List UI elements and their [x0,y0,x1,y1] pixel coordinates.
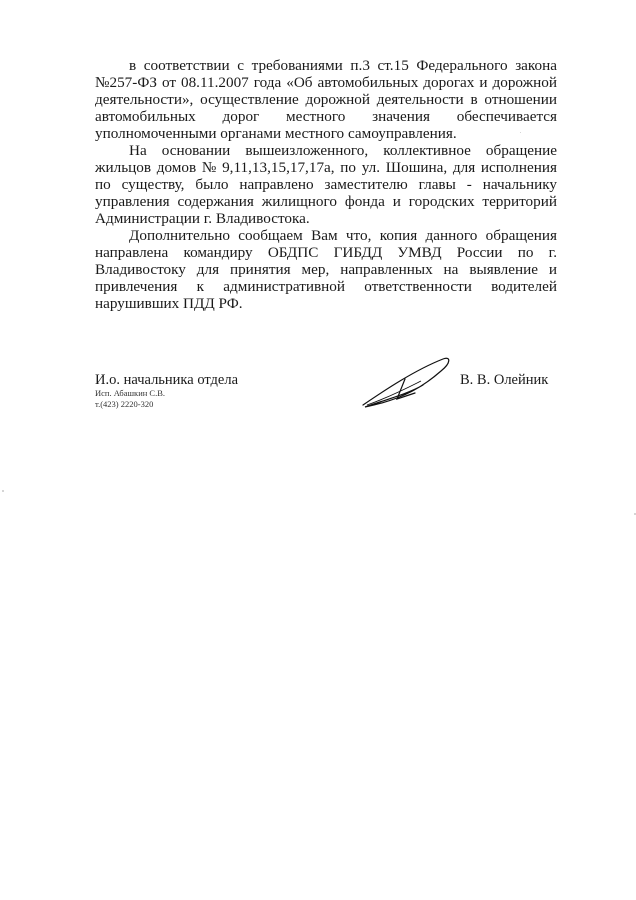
text-line: в соответствии с требованиями п.3 ст.15 Федерального закона [129,57,557,74]
scan-speck [520,132,521,133]
text-line: управления содержания жилищного фонда и городских территорий [95,193,557,210]
text-line: жильцов домов № 9,11,13,15,17,17а, по ул. Шошина, для исполнения [95,159,557,176]
text-line: №257-ФЗ от 08.11.2007 года «Об автомобильных дорогах и дорожной [95,74,557,91]
text-line: Владивостоку для принятия мер, направленных на выявление и [95,261,557,278]
text-line: уполномоченными органами местного самоуправления. [95,125,457,142]
signer-name: В. В. Олейник [460,372,549,388]
position-title: И.о. начальника отдела [95,372,239,388]
paragraph-legal-basis [95,57,557,142]
signature-block [95,372,238,410]
text-line: автомобильных дорог местного значения обеспечивается [95,108,557,125]
text-line: Дополнительно сообщаем Вам что, копия данного обращения [129,227,557,244]
executor-phone: т.(423) 2220-320 [95,399,154,409]
scan-speck [2,490,4,492]
text-line: привлечения к административной ответственности водителей [95,278,557,295]
text-line: деятельности», осуществление дорожной деятельности в отношении [95,91,557,108]
handwritten-signature [355,355,455,415]
executor-name: Исп. Абашкин С.В. [95,388,166,398]
text-line: по существу, было направлено заместителю главы - начальнику [95,176,557,193]
paragraph-referral [95,142,557,227]
text-line: направлена командиру ОБДПС ГИБДД УМВД России по г. [95,244,557,261]
text-line: Администрации г. Владивостока. [95,210,310,227]
text-line: нарушивших ПДД РФ. [95,295,243,312]
letter-body [95,57,557,312]
text-line: На основании вышеизложенного, коллективное обращение [129,142,557,159]
paragraph-additional [95,227,557,312]
